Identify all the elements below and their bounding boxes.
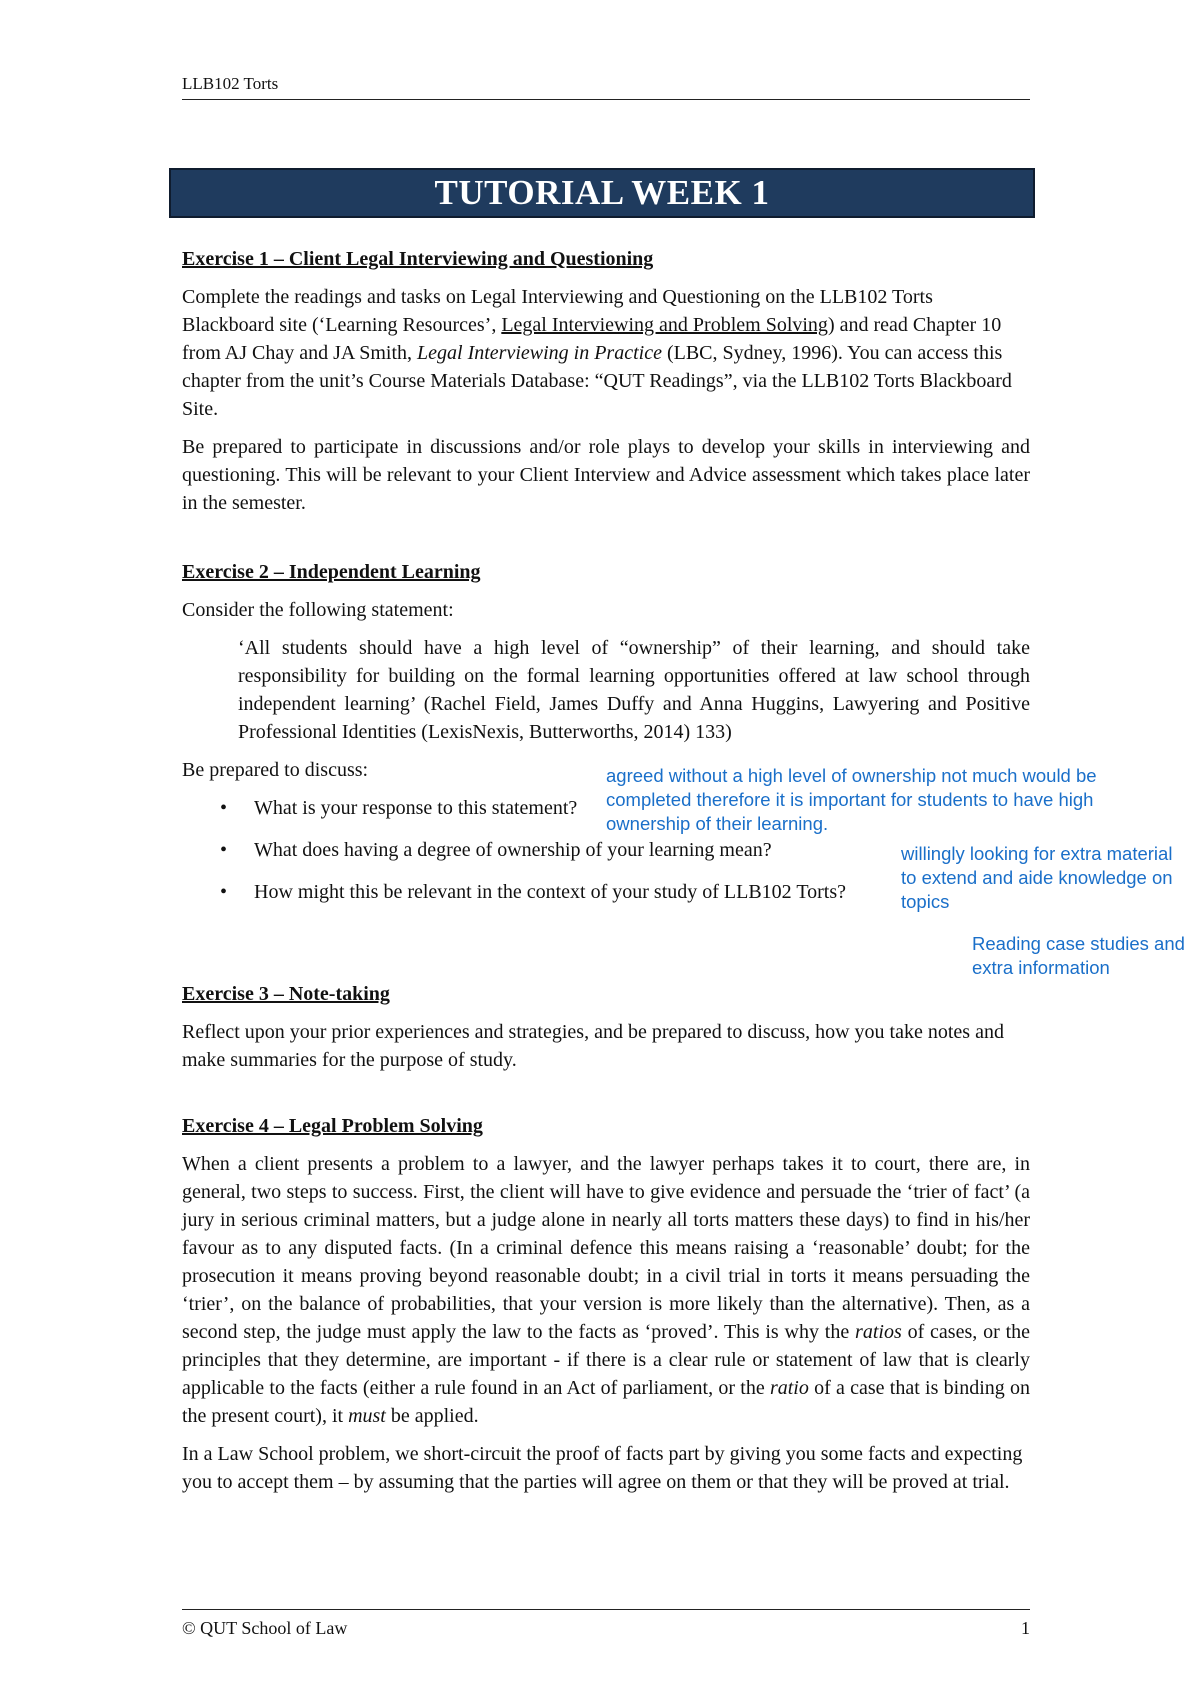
- exercise-2-quote: ‘All students should have a high level of “ownership” of their learning, and should take responsibility for building on the formal learning opportunities offered at law school through independent learning’ (Rachel Field, James Duffy and Anna Huggins, Lawyering and Positive Professional Identities (LexisNexis, Butterworths, 2014) 133): [238, 637, 1030, 743]
- list-item-text: How might this be relevant in the context of your study of LLB102 Torts?: [254, 881, 847, 903]
- exercise-4: [182, 1112, 1030, 1506]
- page-number: 1: [1021, 1618, 1030, 1638]
- exercise-3: [182, 980, 1030, 1084]
- list-item-text: What does having a degree of ownership of your learning mean?: [254, 839, 772, 861]
- bullet-icon: •: [220, 881, 228, 903]
- ex4-italic-must: must: [348, 1405, 386, 1427]
- footer-copyright: © QUT School of Law: [182, 1618, 348, 1638]
- exercise-2-discuss: Be prepared to discuss:: [182, 759, 369, 781]
- exercise-3-heading: Exercise 3 – Note-taking: [182, 983, 390, 1005]
- exercise-3-paragraph: Reflect upon your prior experiences and strategies, and be prepared to discuss, how you take notes and make summaries for the purpose of study.: [182, 1021, 1004, 1071]
- exercise-2-intro: Consider the following statement:: [182, 599, 454, 621]
- learning-resources-link[interactable]: Legal Interviewing and Problem Solving: [501, 314, 828, 336]
- annotation-relevance: Reading case studies and extra information: [972, 933, 1185, 978]
- ex1-text-a: Complete the readings and tasks on Legal Interviewing and Questioning on the LLB102 Torts Blackboard site (‘Learning Resources’,: [182, 286, 933, 336]
- ex4-text-d: be applied.: [385, 1405, 479, 1427]
- exercise-4-heading: Exercise 4 – Legal Problem Solving: [182, 1115, 483, 1137]
- footer-divider: [182, 1609, 1030, 1610]
- ex4-text-b: of cases, or the principles that they determine, are important - if there is a clear rule or statement of law that is clearly applicable to the facts (either a rule found in an Act of parliament, or the: [182, 1321, 1031, 1399]
- list-item-text: What is your response to this statement?: [254, 797, 578, 819]
- exercise-4-paragraph-2: In a Law School problem, we short-circuit the proof of facts part by giving you some facts and expecting you to accept them – by assuming that the parties will agree on them or that they will be proved at trial.: [182, 1443, 1023, 1493]
- bullet-icon: •: [220, 797, 228, 819]
- annotation-response: agreed without a high level of ownership not much would be completed therefore it is important for students to have high ownership of their learning.: [606, 765, 1097, 834]
- exercise-4-paragraph-1: [182, 1150, 1030, 1430]
- exercise-1-heading: Exercise 1 – Client Legal Interviewing and Questioning: [182, 248, 654, 270]
- title-banner: [169, 168, 1035, 218]
- header-course: LLB102 Torts: [182, 74, 279, 93]
- header-divider: [182, 99, 1030, 100]
- page-title: TUTORIAL WEEK 1: [434, 173, 770, 212]
- ex4-italic-ratios: ratios: [855, 1321, 902, 1343]
- exercise-2-heading: Exercise 2 – Independent Learning: [182, 561, 481, 583]
- bullet-icon: •: [220, 839, 228, 861]
- annotation-ownership: willingly looking for extra material to extend and aide knowledge on topics: [901, 843, 1173, 912]
- ex4-italic-ratio: ratio: [769, 1377, 809, 1399]
- exercise-1-paragraph-2: Be prepared to participate in discussions and/or role plays to develop your skills in interviewing and questioning. This will be relevant to your Client Interview and Advice assessment which takes place later in the semester.: [182, 436, 1030, 514]
- ex4-text-a: When a client presents a problem to a lawyer, and the lawyer perhaps takes it to court, there are, in general, two steps to success. First, the client will have to give evidence and persuade the ‘trier of fact’ (a jury in serious criminal matters, but a judge alone in nearly all torts matters these days) to find in his/her favour as to any disputed facts. (In a criminal defence this means raising a ‘reasonable’ doubt; for the prosecution it means proving beyond reasonable doubt; in a civil trial in torts it means persuading the ‘trier’, on the balance of probabilities, that your version is more likely than the alternative). Then, as a second step, the judge must apply the law to the facts as ‘proved’. This is why the: [182, 1153, 1030, 1343]
- ex1-text-b: ) and read Chapter 10 from AJ Chay and JA Smith,: [182, 314, 1002, 364]
- exercise-1: [182, 245, 1030, 527]
- ex4-text-c: of a case that is binding on the present court), it: [182, 1377, 1030, 1427]
- exercise-1-paragraph-1: [182, 283, 1030, 423]
- ex1-text-c: (LBC, Sydney, 1996). You can access this chapter from the unit’s Course Materials Database: “QUT Readings”, via the LLB102 Torts Blackboard Site.: [182, 342, 1012, 420]
- book-title: Legal Interviewing in Practice: [417, 342, 662, 364]
